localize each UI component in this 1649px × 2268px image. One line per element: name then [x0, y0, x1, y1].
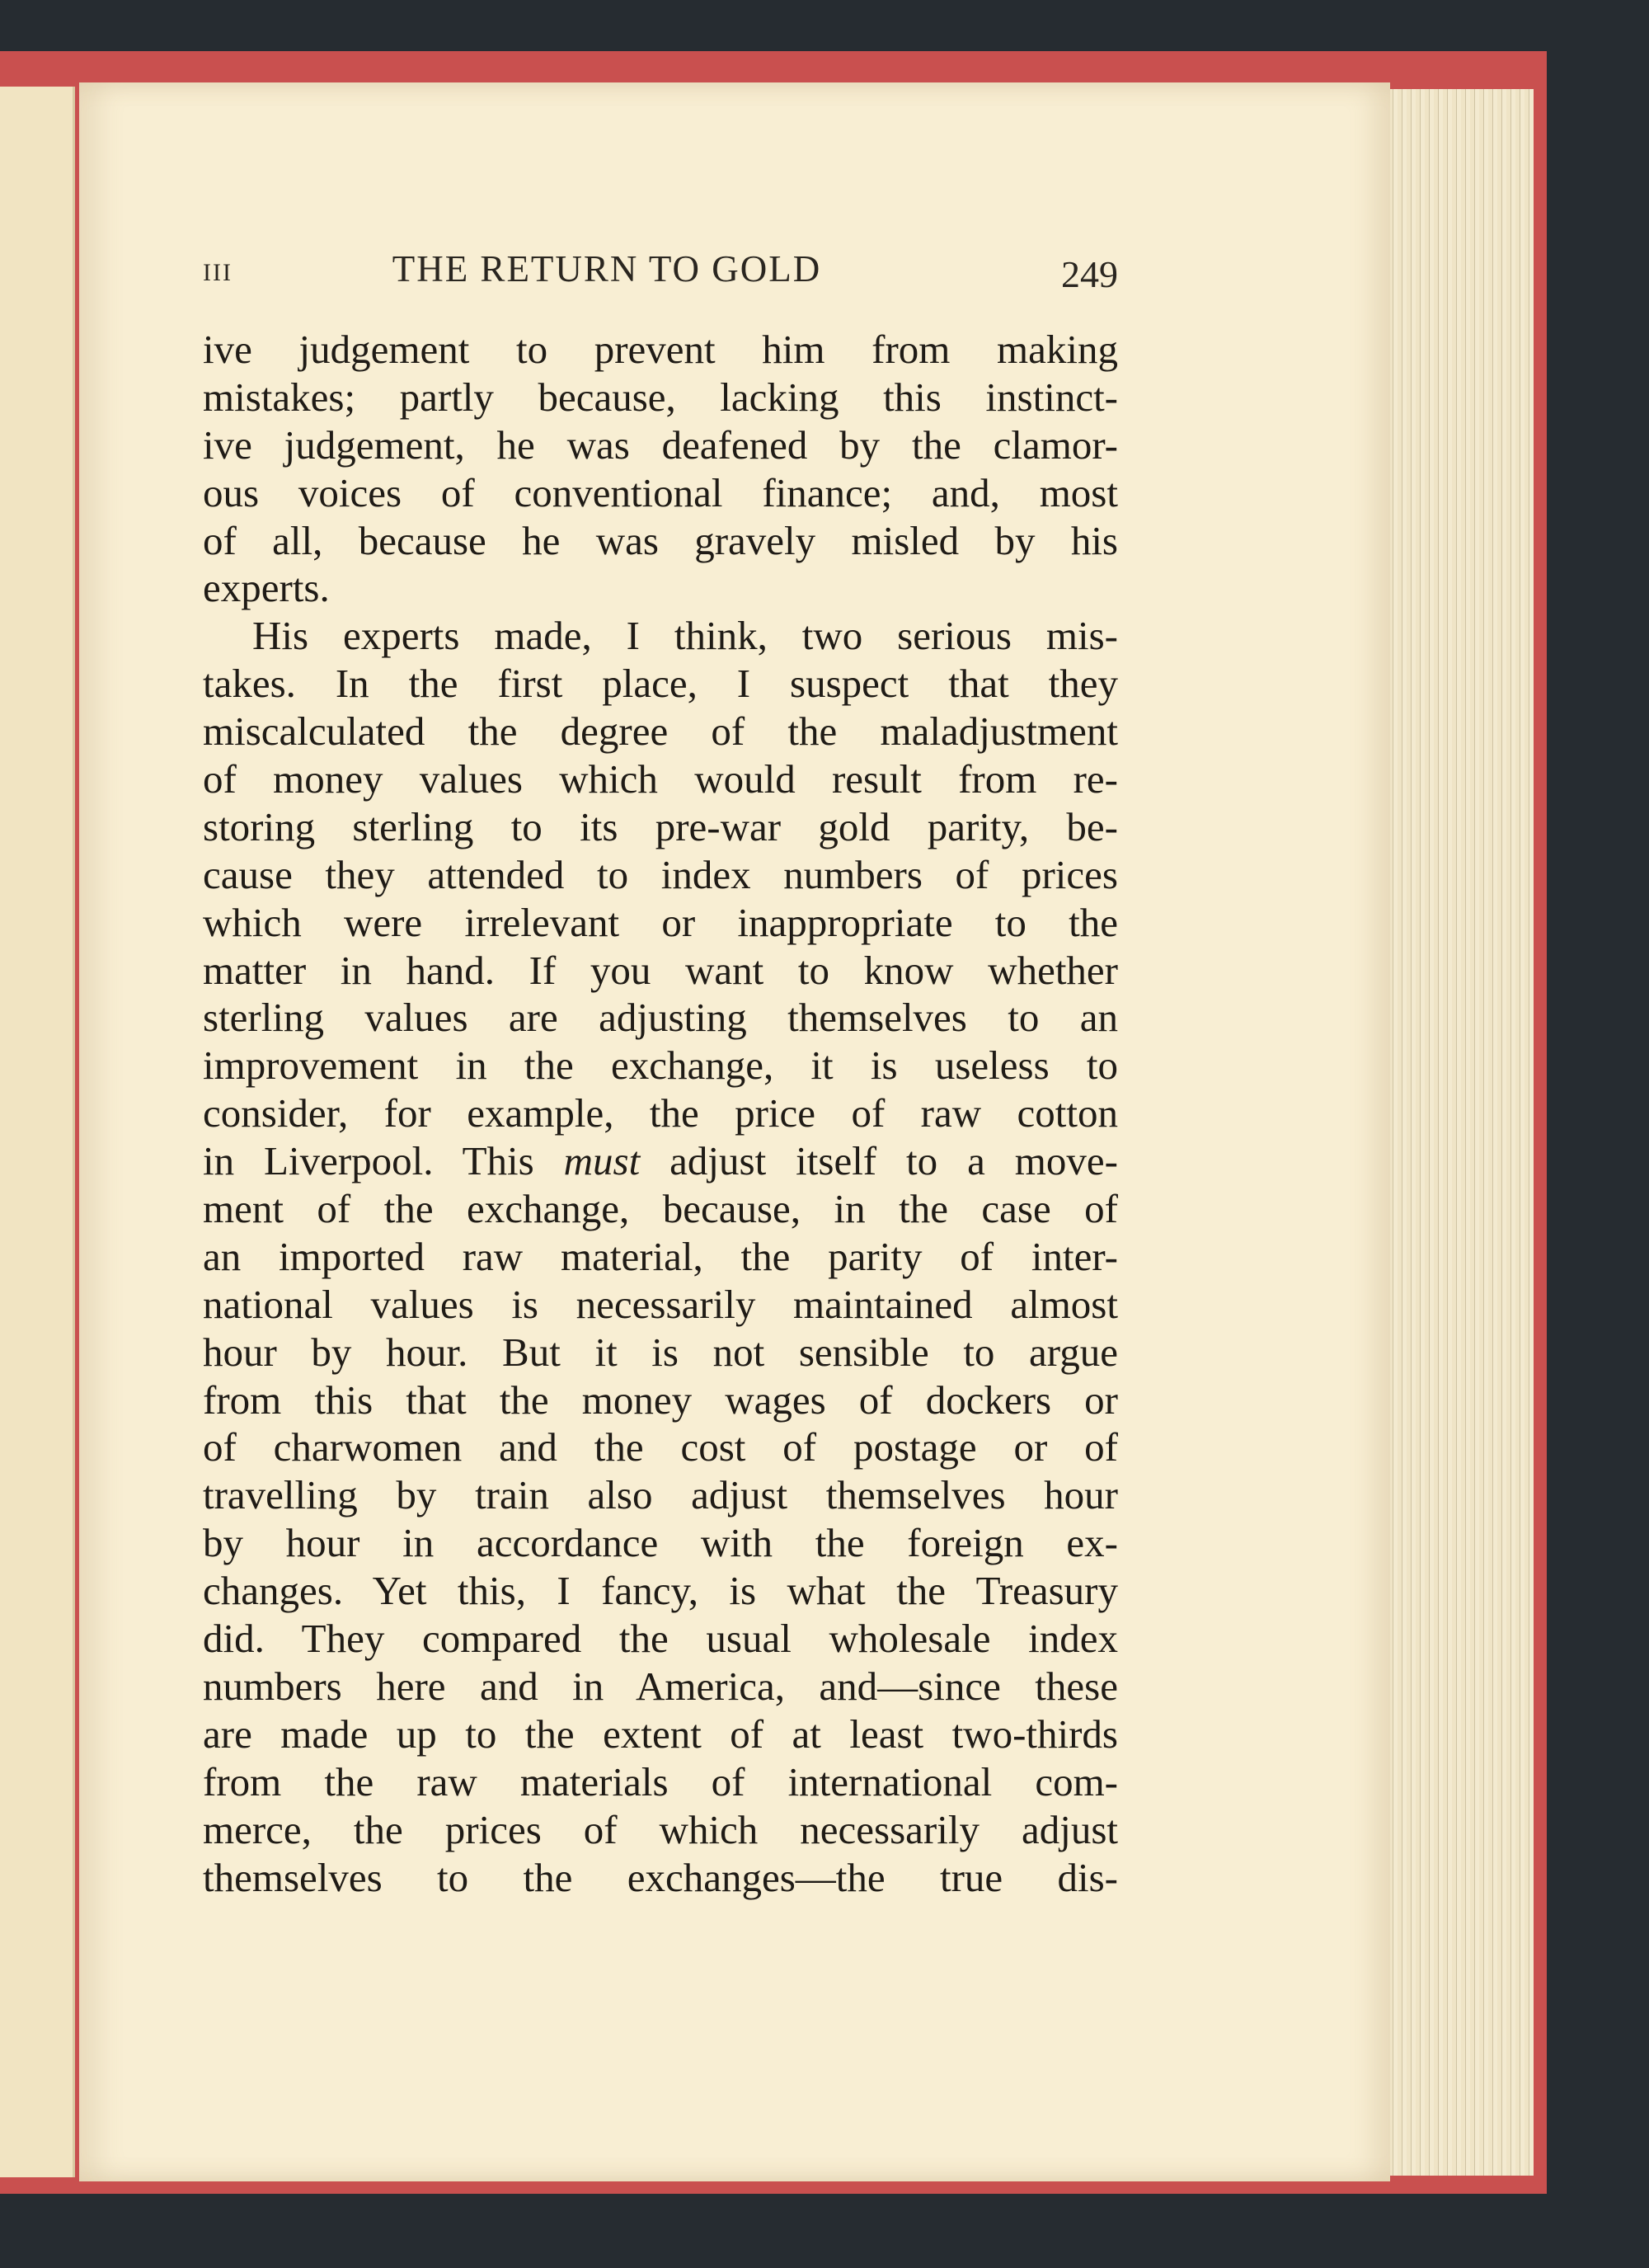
text-line: ment of the exchange, because, in the case of — [203, 1186, 1118, 1232]
text-line: which were irrelevant or inappropriate to the — [203, 899, 1118, 945]
text-line: themselves to the exchanges—the true dis- — [203, 1854, 1118, 1900]
text-line: of charwomen and the cost of postage or of — [203, 1424, 1118, 1470]
chapter-number: III — [203, 259, 233, 286]
body-text — [203, 326, 1118, 1901]
page-number: 249 — [1061, 253, 1118, 295]
text-segment: adjust itself to a move- — [640, 1138, 1118, 1184]
text-line: hour by hour. But it is not sensible to argue — [203, 1329, 1118, 1375]
text-line: from this that the money wages of dockers or — [203, 1376, 1118, 1423]
text-line: mistakes; partly because, lacking this instinct- — [203, 374, 1118, 420]
page-edges — [1388, 89, 1534, 2176]
text-line: of all, because he was gravely misled by his — [203, 517, 1118, 563]
text-line: His experts made, I think, two serious mis- — [252, 613, 1118, 659]
text-line: are made up to the extent of at least two-thirds — [203, 1710, 1118, 1757]
text-line: national values is necessarily maintained almost — [203, 1281, 1118, 1327]
text-line: cause they attended to index numbers of prices — [203, 851, 1118, 897]
text-line — [203, 1137, 1118, 1185]
text-line: from the raw materials of international com- — [203, 1758, 1118, 1805]
text-line: ive judgement, he was deafened by the clamor- — [203, 421, 1118, 468]
text-line: miscalculated the degree of the maladjustment — [203, 708, 1118, 755]
text-line: ous voices of conventional finance; and, most — [203, 469, 1118, 515]
text-line: storing sterling to its pre-war gold parity, be- — [203, 803, 1118, 849]
text-line: of money values which would result from re- — [203, 756, 1118, 802]
running-title: THE RETURN TO GOLD — [392, 248, 822, 289]
text-line: ive judgement to prevent him from making — [203, 327, 1118, 372]
text-line: merce, the prices of which necessarily adjust — [203, 1806, 1118, 1852]
text-line: consider, for example, the price of raw cotton — [203, 1090, 1118, 1136]
text-line: by hour in accordance with the foreign ex- — [203, 1520, 1118, 1566]
text-line: numbers here and in America, and—since these — [203, 1663, 1118, 1709]
text-line: experts. — [203, 565, 330, 611]
text-line: matter in hand. If you want to know whether — [203, 947, 1118, 993]
text-segment: in Liverpool. This — [203, 1138, 564, 1184]
text-line: takes. In the first place, I suspect that they — [203, 661, 1118, 707]
text-line: travelling by train also adjust themselves hour — [203, 1472, 1118, 1518]
running-header — [203, 247, 1118, 297]
text-line: sterling values are adjusting themselves to an — [203, 995, 1118, 1041]
left-page-edge — [0, 87, 75, 2177]
text-line: an imported raw material, the parity of inter- — [203, 1233, 1118, 1279]
text-line: changes. Yet this, I fancy, is what the Treasury — [203, 1568, 1118, 1614]
text-line: did. They compared the usual wholesale index — [203, 1616, 1118, 1662]
text-line: improvement in the exchange, it is useless to — [203, 1042, 1118, 1089]
italic-emphasis: must — [563, 1138, 641, 1184]
